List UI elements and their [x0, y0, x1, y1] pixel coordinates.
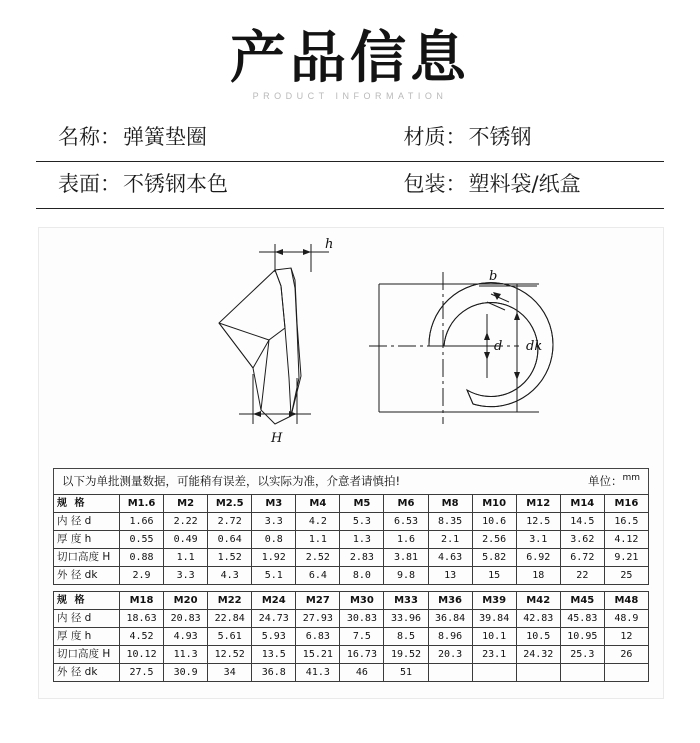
page-title: 产品信息 — [230, 26, 470, 91]
spec-table-wrap — [53, 468, 649, 682]
table-unit — [588, 473, 640, 489]
cell: 6.4 — [296, 566, 340, 584]
cell: 4.52 — [120, 627, 164, 645]
cell: M42 — [516, 591, 560, 609]
cell: 10.6 — [472, 512, 516, 530]
cell: 1.3 — [340, 530, 384, 548]
cell: 1.1 — [164, 548, 208, 566]
cell: 3.62 — [560, 530, 604, 548]
cell: M27 — [296, 591, 340, 609]
table-row — [54, 566, 649, 584]
table-row — [54, 512, 649, 530]
cell: M4 — [296, 494, 340, 512]
cell: 2.72 — [208, 512, 252, 530]
spec-surface-label: 表面： — [58, 171, 121, 196]
cell: 1.6 — [384, 530, 428, 548]
spec-packaging-label: 包装： — [403, 171, 467, 196]
cell: 2.83 — [340, 548, 384, 566]
row-label-outer-dk: 外 径 dk — [54, 663, 120, 681]
cell: 9.21 — [604, 548, 648, 566]
cell: 8.5 — [384, 627, 428, 645]
spec-name-value: 弹簧垫圈 — [123, 124, 207, 149]
cell: 6.72 — [560, 548, 604, 566]
cell: M8 — [428, 494, 472, 512]
cell: 23.1 — [472, 645, 516, 663]
table-row — [54, 663, 649, 681]
cell: 10.5 — [516, 627, 560, 645]
spec-row — [36, 121, 664, 162]
cell: M24 — [252, 591, 296, 609]
row-label-inner-d: 内 径 d — [54, 609, 120, 627]
cell: M14 — [560, 494, 604, 512]
cell — [516, 663, 560, 681]
cell: 12.52 — [208, 645, 252, 663]
cell: 0.88 — [120, 548, 164, 566]
spec-name-label: 名称： — [58, 124, 121, 149]
spec-table-block1 — [53, 494, 649, 585]
table-row — [54, 548, 649, 566]
label-dk: dk — [526, 338, 543, 354]
technical-panel-inner — [38, 227, 664, 699]
cell — [472, 663, 516, 681]
row-label-cut-height: 切口高度 H — [54, 645, 120, 663]
spec-name — [36, 121, 390, 151]
row-label-spec: 规 格 — [54, 494, 120, 512]
spec-packaging — [390, 168, 664, 198]
cell: 45.83 — [560, 609, 604, 627]
cell: M48 — [604, 591, 648, 609]
cell: 6.83 — [296, 627, 340, 645]
cell: 5.82 — [472, 548, 516, 566]
cell: 4.12 — [604, 530, 648, 548]
cell: M6 — [384, 494, 428, 512]
cell: 0.49 — [164, 530, 208, 548]
cell: M33 — [384, 591, 428, 609]
page-subtitle: PRODUCT INFORMATION — [252, 90, 448, 101]
cell: 2.1 — [428, 530, 472, 548]
cell — [560, 663, 604, 681]
cell: M12 — [516, 494, 560, 512]
cell: 10.95 — [560, 627, 604, 645]
spec-surface-value: 不锈钢本色 — [123, 171, 228, 196]
cell: 3.3 — [164, 566, 208, 584]
cell: 10.1 — [472, 627, 516, 645]
cell: 12 — [604, 627, 648, 645]
cell: 6.92 — [516, 548, 560, 566]
spec-material — [390, 121, 664, 151]
cell — [604, 663, 648, 681]
cell: M2 — [164, 494, 208, 512]
cell: 25 — [604, 566, 648, 584]
row-label-cut-height: 切口高度 H — [54, 548, 120, 566]
cell: M18 — [120, 591, 164, 609]
row-label-thickness-h: 厚 度 h — [54, 530, 120, 548]
cell: 11.3 — [164, 645, 208, 663]
cell: 36.8 — [252, 663, 296, 681]
cell: 5.61 — [208, 627, 252, 645]
cell: 34 — [208, 663, 252, 681]
cell — [428, 663, 472, 681]
cell: M30 — [340, 591, 384, 609]
table-row — [54, 645, 649, 663]
cell: 30.9 — [164, 663, 208, 681]
cell: 24.32 — [516, 645, 560, 663]
table-unit-label: 单位： — [587, 473, 623, 488]
cell: M22 — [208, 591, 252, 609]
cell: 9.8 — [384, 566, 428, 584]
cell: 0.55 — [120, 530, 164, 548]
cell: 0.64 — [208, 530, 252, 548]
cell: 7.5 — [340, 627, 384, 645]
cell: M2.5 — [208, 494, 252, 512]
cell: 1.52 — [208, 548, 252, 566]
cell: 8.0 — [340, 566, 384, 584]
cell: 41.3 — [296, 663, 340, 681]
cell: 18 — [516, 566, 560, 584]
cell: 6.53 — [384, 512, 428, 530]
cell: 1.1 — [296, 530, 340, 548]
spec-row — [36, 162, 664, 209]
table-row — [54, 627, 649, 645]
cell: 10.12 — [120, 645, 164, 663]
cell: 5.93 — [252, 627, 296, 645]
cell: 14.5 — [560, 512, 604, 530]
table-row — [54, 494, 649, 512]
cell: 8.35 — [428, 512, 472, 530]
cell: M10 — [472, 494, 516, 512]
cell: 13.5 — [252, 645, 296, 663]
cell: M36 — [428, 591, 472, 609]
cell: 0.8 — [252, 530, 296, 548]
cell: 20.3 — [428, 645, 472, 663]
cell: 4.3 — [208, 566, 252, 584]
cell: 36.84 — [428, 609, 472, 627]
technical-drawing — [39, 228, 663, 460]
spec-table-block2 — [53, 591, 649, 682]
row-label-inner-d: 内 径 d — [54, 512, 120, 530]
cell: 8.96 — [428, 627, 472, 645]
table-row — [54, 530, 649, 548]
label-b: b — [489, 268, 498, 284]
table-note-text: 以下为单批测量数据，可能稍有误差，以实际为准，介意者请慎拍! — [62, 473, 401, 488]
cell: 3.3 — [252, 512, 296, 530]
cell: 30.83 — [340, 609, 384, 627]
cell: 15 — [472, 566, 516, 584]
cell: 22 — [560, 566, 604, 584]
cell: M39 — [472, 591, 516, 609]
cell: 4.93 — [164, 627, 208, 645]
cell: 2.52 — [296, 548, 340, 566]
cell: 27.5 — [120, 663, 164, 681]
cell: 46 — [340, 663, 384, 681]
spec-list — [36, 121, 664, 209]
cell: 33.96 — [384, 609, 428, 627]
cell: 19.52 — [384, 645, 428, 663]
spec-material-value: 不锈钢 — [468, 124, 532, 149]
table-note-bar — [53, 468, 649, 494]
label-h: h — [325, 236, 334, 252]
row-label-thickness-h: 厚 度 h — [54, 627, 120, 645]
cell: 4.63 — [428, 548, 472, 566]
cell: 18.63 — [120, 609, 164, 627]
label-d: d — [494, 338, 503, 354]
table-row — [54, 591, 649, 609]
cell: 1.92 — [252, 548, 296, 566]
table-row — [54, 609, 649, 627]
table-unit-value: mm — [622, 472, 640, 483]
cell: 12.5 — [516, 512, 560, 530]
cell: 4.2 — [296, 512, 340, 530]
row-label-spec: 规 格 — [54, 591, 120, 609]
cell: 15.21 — [296, 645, 340, 663]
label-H: H — [271, 430, 283, 446]
cell: 26 — [604, 645, 648, 663]
cell: 1.66 — [120, 512, 164, 530]
cell: 24.73 — [252, 609, 296, 627]
cell: M20 — [164, 591, 208, 609]
technical-panel — [0, 227, 700, 707]
cell: 22.84 — [208, 609, 252, 627]
cell: M1.6 — [120, 494, 164, 512]
cell: 5.3 — [340, 512, 384, 530]
cell: 2.9 — [120, 566, 164, 584]
spec-material-label: 材质： — [403, 124, 467, 149]
cell: M45 — [560, 591, 604, 609]
spring-washer-diagram — [39, 228, 663, 460]
spec-packaging-value: 塑料袋/纸盒 — [468, 171, 581, 196]
cell: 3.81 — [384, 548, 428, 566]
cell: M5 — [340, 494, 384, 512]
cell: 51 — [384, 663, 428, 681]
cell: 2.56 — [472, 530, 516, 548]
cell: 16.73 — [340, 645, 384, 663]
cell: 5.1 — [252, 566, 296, 584]
cell: M3 — [252, 494, 296, 512]
cell: 3.1 — [516, 530, 560, 548]
cell: 16.5 — [604, 512, 648, 530]
cell: 39.84 — [472, 609, 516, 627]
cell: M16 — [604, 494, 648, 512]
cell: 2.22 — [164, 512, 208, 530]
title-block — [0, 0, 700, 101]
cell: 42.83 — [516, 609, 560, 627]
spec-surface — [36, 168, 390, 198]
cell: 48.9 — [604, 609, 648, 627]
cell: 25.3 — [560, 645, 604, 663]
cell: 20.83 — [164, 609, 208, 627]
cell: 27.93 — [296, 609, 340, 627]
cell: 13 — [428, 566, 472, 584]
row-label-outer-dk: 外 径 dk — [54, 566, 120, 584]
